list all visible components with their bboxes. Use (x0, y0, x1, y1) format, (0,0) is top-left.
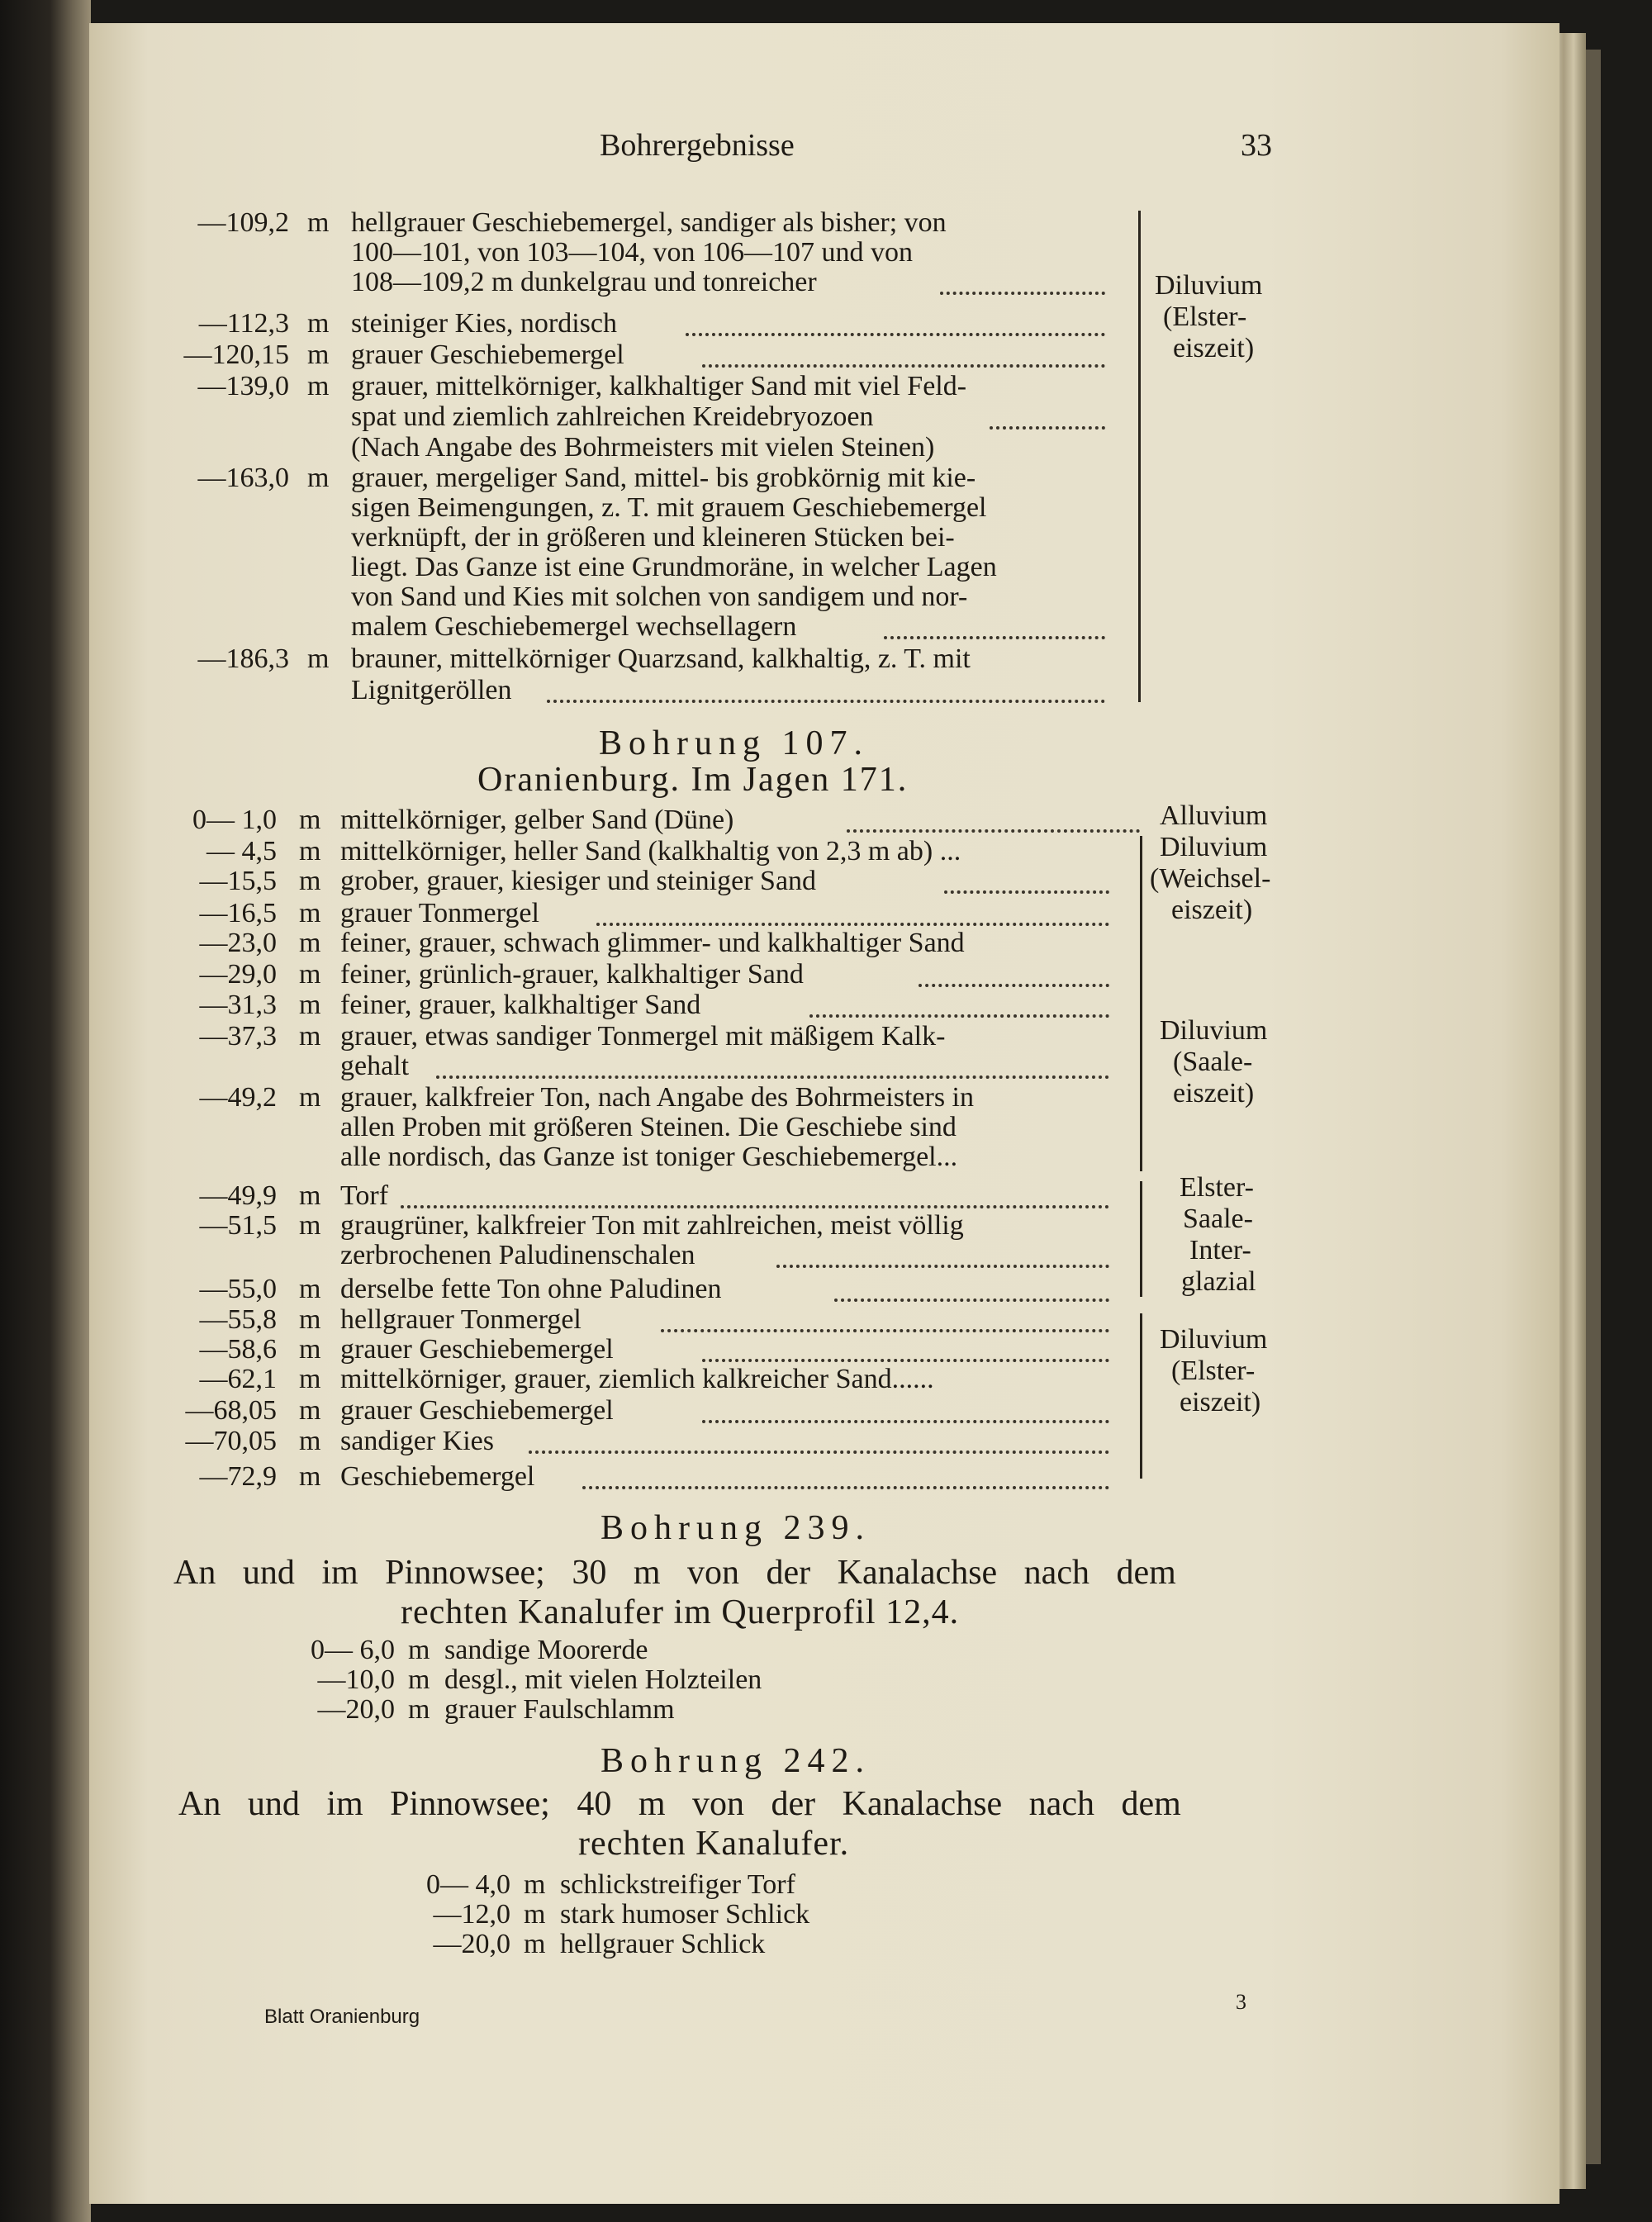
stratigraphy-label: Inter- (1189, 1235, 1251, 1265)
stratigraphy-label: Saale- (1183, 1204, 1253, 1234)
unit: m (299, 1395, 321, 1426)
description-line: hellgrauer Geschiebemergel, sandiger als bisher; von (351, 207, 947, 238)
section-subtitle: An und im Pinnowsee; 40 m von der Kanalachse nach dem (178, 1785, 1181, 1823)
description-line: Lignitgeröllen (351, 675, 512, 705)
description-line: 108—109,2 m dunkelgrau und tonreicher (351, 267, 817, 297)
description-line: grauer, mergeliger Sand, mittel- bis grobkörnig mit kie- (351, 463, 976, 493)
section-subtitle: An und im Pinnowsee; 30 m von der Kanalachse nach dem (173, 1554, 1176, 1592)
depth: —55,8 (199, 1304, 277, 1335)
bracket (1140, 1313, 1142, 1479)
unit: m (299, 1274, 321, 1304)
description-line: mittelkörniger, grauer, ziemlich kalkreicher Sand...... (340, 1364, 934, 1394)
description-line: hellgrauer Tonmergel (340, 1304, 582, 1335)
description-line: schlickstreifiger Torf (560, 1869, 795, 1900)
unit: m (299, 959, 321, 990)
description-line: zerbrochenen Paludinenschalen (340, 1240, 695, 1270)
description-line: steiniger Kies, nordisch (351, 308, 617, 339)
depth: —139,0 (197, 371, 289, 401)
leader-dots (944, 890, 1109, 894)
leader-dots (809, 1014, 1109, 1018)
leader-dots (702, 364, 1105, 368)
footer-sheet-name: Blatt Oranienburg (264, 2006, 420, 2028)
depth: —37,3 (199, 1021, 277, 1052)
unit: m (307, 207, 330, 238)
section-subtitle: rechten Kanalufer. (578, 1825, 850, 1863)
unit: m (299, 1210, 321, 1241)
unit: m (299, 1021, 321, 1052)
leader-dots (582, 1486, 1109, 1489)
description-line: verknüpft, der in größeren und kleineren Stücken bei- (351, 522, 955, 553)
stratigraphy-label: Diluvium (1160, 832, 1268, 862)
stratigraphy-label: (Saale- (1173, 1047, 1253, 1077)
unit: m (408, 1635, 430, 1665)
depth: —15,5 (199, 866, 277, 896)
depth: —72,9 (199, 1461, 277, 1492)
unit: m (307, 643, 330, 674)
stratigraphy-label: eiszeit) (1173, 333, 1255, 363)
stratigraphy-label: eiszeit) (1180, 1387, 1261, 1417)
description-line: sandige Moorerde (444, 1635, 648, 1665)
running-head: Bohrergebnisse (600, 128, 795, 163)
depth: —68,05 (185, 1395, 277, 1426)
unit: m (299, 1364, 321, 1394)
description-line: 100—101, von 103—104, von 106—107 und von (351, 237, 913, 268)
unit: m (299, 1426, 321, 1456)
leader-dots (702, 1420, 1109, 1423)
description-line: grauer Geschiebemergel (340, 1395, 614, 1426)
stratigraphy-label: Elster- (1180, 1172, 1254, 1203)
unit: m (524, 1929, 546, 1959)
description-line: grauer Tonmergel (340, 898, 539, 928)
page-number: 33 (1241, 128, 1272, 163)
description-line: grauer, kalkfreier Ton, nach Angabe des Bohrmeisters in (340, 1082, 974, 1113)
depth: —62,1 (199, 1364, 277, 1394)
depth: 0— 6,0 (311, 1635, 395, 1665)
leader-dots (702, 1359, 1109, 1362)
depth: —49,2 (199, 1082, 277, 1113)
description-line: grauer, mittelkörniger, kalkhaltiger Sand mit viel Feld- (351, 371, 967, 401)
bracket (1140, 1181, 1142, 1297)
description-line: desgl., mit vielen Holzteilen (444, 1664, 762, 1695)
description-line: Torf (340, 1180, 389, 1211)
unit: m (299, 990, 321, 1020)
bracket (1140, 836, 1142, 933)
unit: m (299, 805, 321, 835)
leader-dots (776, 1265, 1109, 1268)
stratigraphy-label: (Elster- (1163, 301, 1247, 332)
depth: —55,0 (199, 1274, 277, 1304)
unit: m (299, 1082, 321, 1113)
description-line: stark humoser Schlick (560, 1899, 810, 1930)
section-title: Bohrung 242. (601, 1742, 871, 1780)
depth: —58,6 (199, 1334, 277, 1365)
unit: m (307, 339, 330, 370)
description-line: grauer, etwas sandiger Tonmergel mit mäßigem Kalk- (340, 1021, 946, 1052)
leader-dots (834, 1299, 1109, 1302)
description-line: (Nach Angabe des Bohrmeisters mit vielen Steinen) (351, 432, 935, 463)
unit: m (299, 1180, 321, 1211)
leader-dots (436, 1075, 1109, 1079)
unit: m (408, 1694, 430, 1725)
leader-dots (686, 333, 1105, 336)
leader-dots (596, 923, 1109, 926)
description-line: grauer Faulschlamm (444, 1694, 675, 1725)
depth: —109,2 (197, 207, 289, 238)
depth: — 4,5 (206, 836, 277, 866)
bracket (1138, 211, 1141, 702)
depth: —49,9 (199, 1180, 277, 1211)
stratigraphy-label: Diluvium (1155, 270, 1263, 301)
leader-dots (940, 292, 1105, 295)
unit: m (299, 1461, 321, 1492)
leader-dots (401, 1205, 1109, 1208)
unit: m (524, 1869, 546, 1900)
depth: —120,15 (183, 339, 289, 370)
description-line: grober, grauer, kiesiger und steiniger Sand (340, 866, 817, 896)
section-subtitle: Oranienburg. Im Jagen 171. (477, 761, 909, 799)
description-line: feiner, grünlich-grauer, kalkhaltiger Sand (340, 959, 804, 990)
description-line: malem Geschiebemergel wechsellagern (351, 611, 797, 642)
leader-dots (661, 1329, 1109, 1332)
unit: m (299, 1334, 321, 1365)
description-line: spat und ziemlich zahlreichen Kreidebryozoen (351, 401, 874, 432)
depth: —16,5 (199, 898, 277, 928)
depth: —23,0 (199, 928, 277, 958)
description-line: liegt. Das Ganze ist eine Grundmoräne, in welcher Lagen (351, 552, 997, 582)
depth: —163,0 (197, 463, 289, 493)
description-line: mittelkörniger, gelber Sand (Düne) (340, 805, 734, 835)
description-line: mittelkörniger, heller Sand (kalkhaltig von 2,3 m ab) ... (340, 836, 961, 866)
depth: —31,3 (199, 990, 277, 1020)
description-line: allen Proben mit größeren Steinen. Die Geschiebe sind (340, 1112, 957, 1142)
description-line: grauer Geschiebemergel (340, 1334, 614, 1365)
stratigraphy-label: eiszeit) (1171, 895, 1253, 925)
depth: 0— 1,0 (192, 805, 277, 835)
leader-dots (847, 829, 1140, 833)
stratigraphy-label: (Weichsel- (1150, 863, 1271, 894)
depth: —70,05 (185, 1426, 277, 1456)
leader-dots (547, 700, 1105, 703)
leader-dots (990, 426, 1105, 430)
stratigraphy-label: eiszeit) (1173, 1078, 1255, 1109)
unit: m (299, 836, 321, 866)
depth: —186,3 (197, 643, 289, 674)
depth: —20,0 (317, 1694, 395, 1725)
leader-dots (529, 1450, 1109, 1454)
description-line: Geschiebemergel (340, 1461, 535, 1492)
unit: m (299, 898, 321, 928)
unit: m (299, 928, 321, 958)
unit: m (408, 1664, 430, 1695)
stratigraphy-label: Alluvium (1160, 800, 1268, 831)
unit: m (307, 463, 330, 493)
description-line: sigen Beimengungen, z. T. mit grauem Geschiebemergel (351, 492, 987, 523)
description-line: gehalt (340, 1051, 410, 1081)
description-line: alle nordisch, das Ganze ist toniger Geschiebemergel... (340, 1142, 958, 1172)
description-line: brauner, mittelkörniger Quarzsand, kalkhaltig, z. T. mit (351, 643, 971, 674)
depth: 0— 4,0 (426, 1869, 510, 1900)
stratigraphy-label: glazial (1181, 1266, 1256, 1297)
stratigraphy-label: (Elster- (1171, 1356, 1256, 1386)
leader-dots (884, 636, 1105, 639)
unit: m (299, 866, 321, 896)
section-title: Bohrung 107. (599, 724, 869, 762)
unit: m (307, 308, 330, 339)
depth: —20,0 (433, 1929, 510, 1959)
description-line: feiner, grauer, kalkhaltiger Sand (340, 990, 701, 1020)
description-line: feiner, grauer, schwach glimmer- und kalkhaltiger Sand (340, 928, 965, 958)
description-line: von Sand und Kies mit solchen von sandigem und nor- (351, 582, 968, 612)
description-line: graugrüner, kalkfreier Ton mit zahlreichen, meist völlig (340, 1210, 964, 1241)
stratigraphy-label: Diluvium (1160, 1324, 1268, 1355)
depth: —29,0 (199, 959, 277, 990)
description-line: grauer Geschiebemergel (351, 339, 624, 370)
depth: —10,0 (317, 1664, 395, 1695)
section-subtitle: rechten Kanalufer im Querprofil 12,4. (401, 1593, 960, 1631)
depth: —51,5 (199, 1210, 277, 1241)
stratigraphy-label: Diluvium (1160, 1015, 1268, 1046)
description-line: sandiger Kies (340, 1426, 495, 1456)
unit: m (299, 1304, 321, 1335)
description-line: hellgrauer Schlick (560, 1929, 766, 1959)
depth: —112,3 (198, 308, 289, 339)
unit: m (524, 1899, 546, 1930)
leader-dots (919, 984, 1109, 987)
unit: m (307, 371, 330, 401)
bracket (1140, 932, 1142, 1171)
section-title: Bohrung 239. (601, 1509, 871, 1547)
footer-signature-mark: 3 (1236, 1990, 1246, 2014)
depth: —12,0 (433, 1899, 510, 1930)
description-line: derselbe fette Ton ohne Paludinen (340, 1274, 722, 1304)
